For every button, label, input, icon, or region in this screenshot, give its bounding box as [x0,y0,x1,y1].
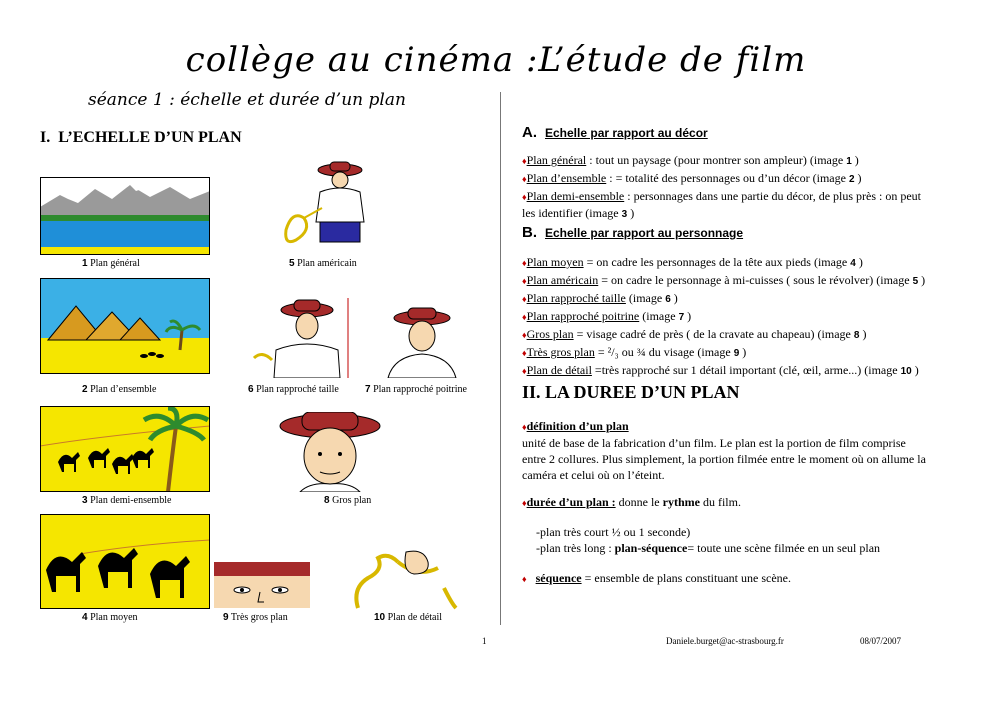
caption-9: 9 Très gros plan [223,612,288,623]
image-tres-gros-plan [214,562,310,608]
sequence-line: ♦ séquence = ensemble de plans constituant une scène. [522,571,791,585]
long-plan-line: -plan très long : plan-séquence= toute une scène filmée en un seul plan [536,541,881,555]
section-a-heading: A. Echelle par rapport au décor [522,124,708,141]
footer-email: Daniele.burget@ac-strasbourg.fr [666,636,784,646]
definition-block [522,418,972,483]
image-plan-general [40,177,210,255]
definition-line: entre 2 collures. Plus simplement, la portion filmée entre le moment où on allume la [522,452,926,466]
footer-date: 08/07/2007 [860,636,902,646]
caption-10: 10 Plan de détail [374,612,443,623]
caption-4: 4 Plan moyen [82,612,138,623]
list-item: ♦Très gros plan = ²/₃ ou ¾ du visage (image 9 ) [522,345,747,359]
image-plan-americain [282,160,382,255]
image-gros-plan [270,412,388,492]
list-item: ♦Gros plan = visage cadré de près ( de la cravate au chapeau) (image 8 ) [522,327,867,341]
session-subtitle: séance 1 : échelle et durée d’un plan [88,90,406,110]
list-item: ♦Plan rapproché taille (image 6 ) [522,291,678,305]
caption-5: 5 Plan américain [289,258,357,269]
list-item: ♦Plan américain = on cadre le personnage à mi-cuisses ( sous le révolver) (image 5 ) [522,273,926,287]
section-2-heading: II. LA DUREE D’UN PLAN [522,382,740,402]
definition-line: caméra et celui où on l’éteint. [522,468,665,482]
image-plan-rapproche-poitrine [380,306,464,378]
definition-heading: ♦définition d’un plan [522,419,629,433]
page-number: 1 [482,636,487,646]
caption-8: 8 Gros plan [324,495,372,506]
caption-3: 3 Plan demi-ensemble [82,495,172,506]
caption-6: 6 Plan rapproché taille [248,384,339,395]
section-a-list [522,152,972,223]
section-b-heading: B. Echelle par rapport au personnage [522,224,744,241]
section-b-list [522,254,972,380]
caption-2: 2 Plan d’ensemble [82,384,157,395]
list-item: ♦Plan d’ensemble : = totalité des personnages ou d’un décor (image 2 ) [522,171,862,185]
caption-1: 1 Plan général [82,258,140,269]
list-item: ♦Plan rapproché poitrine (image 7 ) [522,309,692,323]
list-item: ♦Plan demi-ensemble : personnages dans une partie du décor, de plus près : on peut [522,189,922,203]
image-plan-rapproche-taille [252,298,352,378]
caption-7: 7 Plan rapproché poitrine [365,384,467,395]
list-item: ♦Plan de détail =très rapproché sur 1 détail important (clé, œil, arme...) (image 10 ) [522,363,919,377]
duree-line: ♦durée d’un plan : donne le rythme du film. [522,495,741,509]
document-title: collège au cinéma :L’étude de film [185,40,807,80]
image-plan-ensemble [40,278,210,374]
short-plan-line: -plan très court ½ ou 1 seconde) [536,525,691,539]
column-divider [500,92,501,625]
list-item: ♦Plan moyen = on cadre les personnages de la tête aux pieds (image 4 ) [522,255,863,269]
list-item: ♦Plan général : tout un paysage (pour montrer son ampleur) (image 1 ) [522,153,859,167]
image-plan-detail [348,548,460,610]
image-plan-demi-ensemble [40,406,210,492]
image-plan-moyen [40,514,210,609]
section-1-heading: I. L’ECHELLE D’UN PLAN [40,129,242,146]
list-item-continuation: les identifier (image 3 ) [522,206,635,220]
definition-line: unité de base de la fabrication d’un film. Le plan est la portion de film comprise [522,436,906,450]
duration-examples [536,524,880,556]
